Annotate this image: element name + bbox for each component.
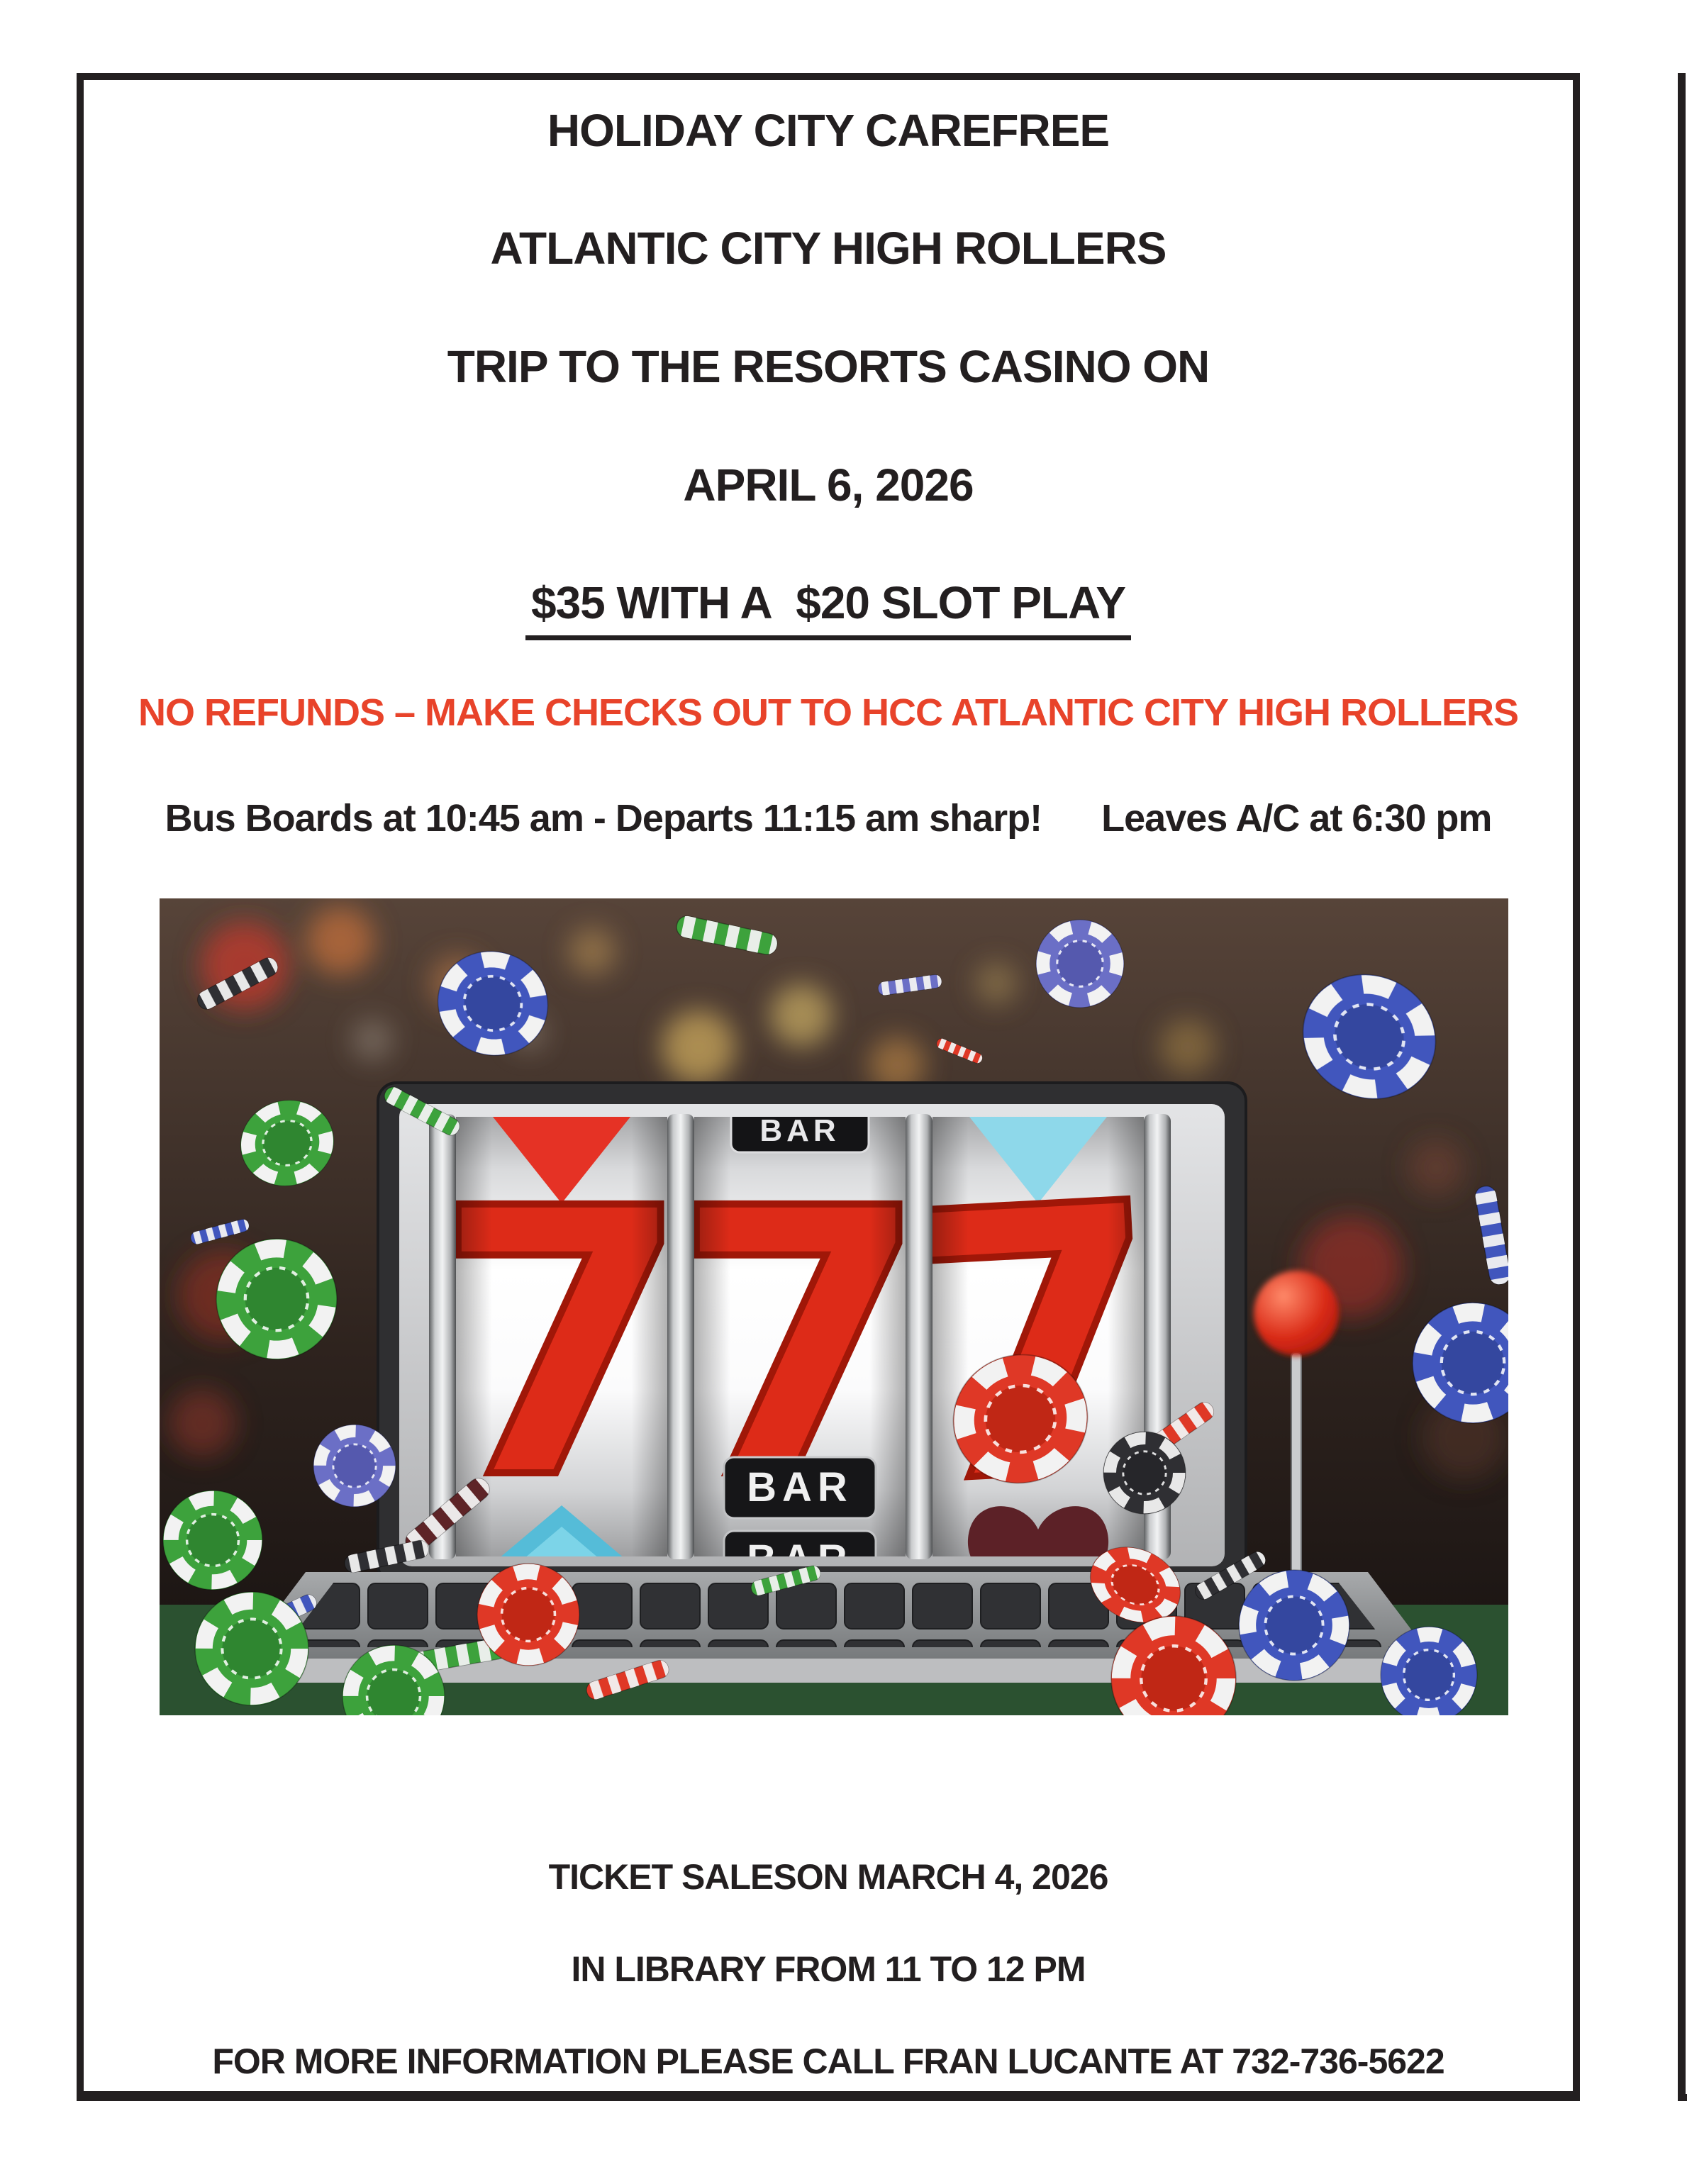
lever-red-ball — [1254, 1271, 1339, 1356]
price-line — [77, 577, 1580, 640]
contact-info-line: FOR MORE INFORMATION PLEASE CALL FRAN LUCANTE AT 732-736-5622 — [212, 2041, 1444, 2081]
adjacent-page-edge — [1678, 73, 1687, 2101]
casino-slot-machine-illustration — [160, 898, 1508, 1715]
ticket-sales-line: TICKET SALESON MARCH 4, 2026 — [548, 1857, 1108, 1897]
bus-schedule-line: Bus Boards at 10:45 am - Departs 11:15 am sharp! Leaves A/C at 6:30 pm — [165, 797, 1492, 840]
title-line-1: HOLIDAY CITY CAREFREE — [547, 105, 1110, 156]
library-line: IN LIBRARY FROM 11 TO 12 PM — [571, 1949, 1086, 1989]
price-underlined-text: $35 WITH A $20 SLOT PLAY — [525, 580, 1131, 640]
no-refunds-line: NO REFUNDS – MAKE CHECKS OUT TO HCC ATLANTIC CITY HIGH ROLLERS — [138, 691, 1519, 734]
date-line: APRIL 6, 2026 — [683, 459, 974, 511]
title-line-2: ATLANTIC CITY HIGH ROLLERS — [490, 223, 1167, 274]
title-line-3: TRIP TO THE RESORTS CASINO ON — [447, 341, 1210, 392]
casino-photo — [160, 898, 1508, 1715]
